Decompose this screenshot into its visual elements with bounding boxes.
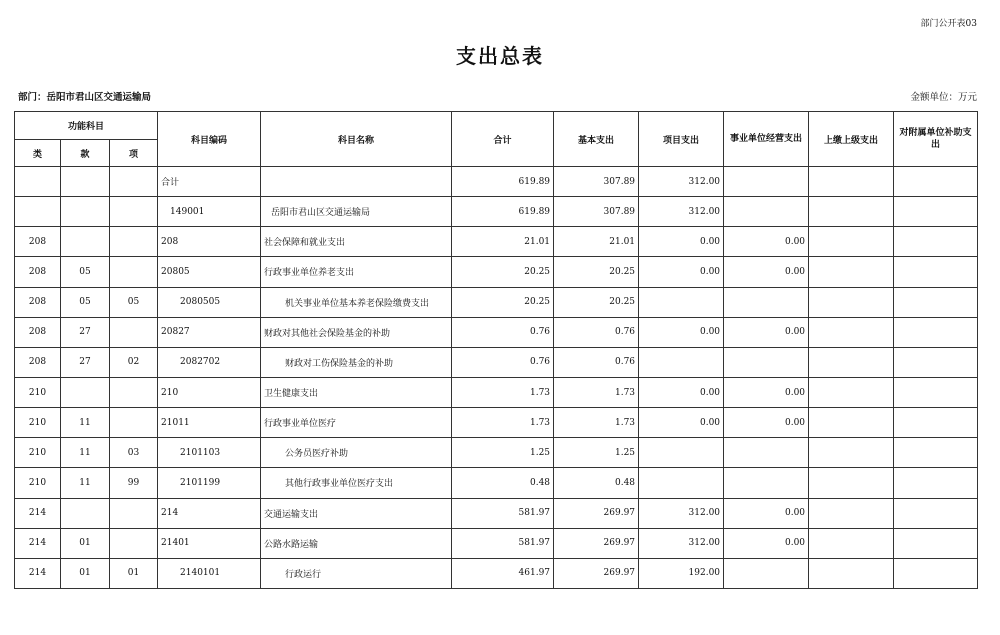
- cell-class: 210: [15, 468, 61, 498]
- cell-item: [110, 227, 158, 257]
- cell-subsidy: [894, 528, 978, 558]
- cell-section: 11: [61, 468, 110, 498]
- cell-subsidy: [894, 408, 978, 438]
- cell-subject-name: 公路水路运输: [261, 528, 452, 558]
- cell-project: 312.00: [639, 197, 724, 227]
- header-subsidy-expenditure: 对附属单位补助支出: [894, 112, 978, 167]
- cell-total: 21.01: [452, 227, 554, 257]
- cell-subsidy: [894, 377, 978, 407]
- header-upper-payment: 上缴上级支出: [809, 112, 894, 167]
- cell-class: 210: [15, 408, 61, 438]
- cell-section: 27: [61, 347, 110, 377]
- cell-basic: 307.89: [554, 167, 639, 197]
- cell-business: [724, 438, 809, 468]
- cell-subject-name: [261, 167, 452, 197]
- cell-subject-name: 行政事业单位养老支出: [261, 257, 452, 287]
- cell-upper: [809, 498, 894, 528]
- cell-upper: [809, 257, 894, 287]
- cell-subject-name: 财政对工伤保险基金的补助: [261, 347, 452, 377]
- cell-class: 208: [15, 257, 61, 287]
- cell-subject-code: 2080505: [158, 287, 261, 317]
- cell-subject-code: 2082702: [158, 347, 261, 377]
- cell-total: 1.73: [452, 408, 554, 438]
- cell-section: [61, 197, 110, 227]
- cell-total: 581.97: [452, 528, 554, 558]
- cell-class: 208: [15, 317, 61, 347]
- cell-subsidy: [894, 498, 978, 528]
- cell-subject-code: 210: [158, 377, 261, 407]
- cell-item: 03: [110, 438, 158, 468]
- cell-business: [724, 347, 809, 377]
- cell-total: 0.76: [452, 347, 554, 377]
- cell-item: 05: [110, 287, 158, 317]
- cell-total: 1.73: [452, 377, 554, 407]
- table-row: [15, 408, 978, 438]
- cell-item: [110, 498, 158, 528]
- cell-class: 210: [15, 377, 61, 407]
- cell-subject-name: 社会保障和就业支出: [261, 227, 452, 257]
- table-row: [15, 167, 978, 197]
- cell-upper: [809, 377, 894, 407]
- cell-subject-code: 20827: [158, 317, 261, 347]
- table-row: [15, 558, 978, 588]
- table-row: [15, 347, 978, 377]
- table-row: [15, 287, 978, 317]
- cell-section: [61, 227, 110, 257]
- cell-class: 208: [15, 287, 61, 317]
- cell-basic: 269.97: [554, 498, 639, 528]
- table-row: [15, 227, 978, 257]
- cell-subject-code: 2140101: [158, 558, 261, 588]
- cell-subject-code: 20805: [158, 257, 261, 287]
- cell-subsidy: [894, 257, 978, 287]
- cell-item: 02: [110, 347, 158, 377]
- cell-item: [110, 408, 158, 438]
- table-row: [15, 257, 978, 287]
- cell-project: 0.00: [639, 408, 724, 438]
- table-row: [15, 197, 978, 227]
- cell-upper: [809, 528, 894, 558]
- table-row: [15, 528, 978, 558]
- table-row: [15, 317, 978, 347]
- expenditure-table: [14, 111, 978, 589]
- cell-item: [110, 257, 158, 287]
- cell-upper: [809, 317, 894, 347]
- cell-class: 210: [15, 438, 61, 468]
- header-total: 合计: [452, 112, 554, 167]
- table-row: [15, 377, 978, 407]
- cell-business: 0.00: [724, 498, 809, 528]
- cell-item: [110, 167, 158, 197]
- cell-subsidy: [894, 558, 978, 588]
- cell-basic: 0.76: [554, 317, 639, 347]
- cell-basic: 269.97: [554, 558, 639, 588]
- cell-upper: [809, 287, 894, 317]
- cell-project: [639, 438, 724, 468]
- cell-item: [110, 317, 158, 347]
- cell-project: 0.00: [639, 257, 724, 287]
- cell-section: 05: [61, 257, 110, 287]
- cell-subject-code: 21401: [158, 528, 261, 558]
- cell-project: [639, 287, 724, 317]
- cell-section: [61, 377, 110, 407]
- header-class: 类: [15, 140, 61, 167]
- cell-class: 214: [15, 528, 61, 558]
- cell-upper: [809, 408, 894, 438]
- cell-basic: 269.97: [554, 528, 639, 558]
- cell-subject-code: 2101103: [158, 438, 261, 468]
- cell-subsidy: [894, 197, 978, 227]
- cell-basic: 307.89: [554, 197, 639, 227]
- cell-project: 192.00: [639, 558, 724, 588]
- page-title: 支出总表: [456, 44, 544, 68]
- cell-subsidy: [894, 287, 978, 317]
- header-section: 款: [61, 140, 110, 167]
- header-business-expenditure: 事业单位经营支出: [724, 112, 809, 167]
- cell-project: [639, 468, 724, 498]
- cell-business: 0.00: [724, 528, 809, 558]
- cell-basic: 0.76: [554, 347, 639, 377]
- cell-basic: 1.73: [554, 377, 639, 407]
- cell-class: 208: [15, 227, 61, 257]
- cell-subject-name: 公务员医疗补助: [261, 438, 452, 468]
- cell-section: 01: [61, 528, 110, 558]
- cell-subsidy: [894, 167, 978, 197]
- cell-subsidy: [894, 317, 978, 347]
- cell-upper: [809, 347, 894, 377]
- cell-total: 619.89: [452, 167, 554, 197]
- cell-section: 27: [61, 317, 110, 347]
- table-row: [15, 498, 978, 528]
- cell-subsidy: [894, 347, 978, 377]
- cell-business: 0.00: [724, 377, 809, 407]
- cell-total: 581.97: [452, 498, 554, 528]
- department-label: 部门：岳阳市君山区交通运输局: [18, 92, 152, 103]
- cell-total: 619.89: [452, 197, 554, 227]
- cell-project: 0.00: [639, 227, 724, 257]
- header-basic-expenditure: 基本支出: [554, 112, 639, 167]
- amount-unit-label: 金额单位：万元: [910, 92, 977, 103]
- cell-class: [15, 197, 61, 227]
- cell-business: [724, 468, 809, 498]
- cell-subject-name: 财政对其他社会保险基金的补助: [261, 317, 452, 347]
- cell-subject-code: 149001: [158, 197, 261, 227]
- cell-subsidy: [894, 468, 978, 498]
- cell-item: [110, 528, 158, 558]
- cell-section: [61, 498, 110, 528]
- cell-item: 01: [110, 558, 158, 588]
- cell-section: 01: [61, 558, 110, 588]
- cell-class: 214: [15, 498, 61, 528]
- table-row: [15, 438, 978, 468]
- cell-section: 11: [61, 438, 110, 468]
- table-row: [15, 468, 978, 498]
- cell-subject-name: 交通运输支出: [261, 498, 452, 528]
- cell-section: [61, 167, 110, 197]
- cell-subsidy: [894, 438, 978, 468]
- cell-section: 11: [61, 408, 110, 438]
- cell-subject-name: 其他行政事业单位医疗支出: [261, 468, 452, 498]
- header-subject-name: 科目名称: [261, 112, 452, 167]
- cell-business: [724, 167, 809, 197]
- cell-basic: 1.73: [554, 408, 639, 438]
- cell-item: 99: [110, 468, 158, 498]
- cell-basic: 20.25: [554, 287, 639, 317]
- header-item: 项: [110, 140, 158, 167]
- cell-business: [724, 197, 809, 227]
- cell-subsidy: [894, 227, 978, 257]
- cell-business: 0.00: [724, 257, 809, 287]
- header-project-expenditure: 项目支出: [639, 112, 724, 167]
- cell-project: 0.00: [639, 317, 724, 347]
- table-body: [15, 167, 978, 589]
- cell-subject-code: 2101199: [158, 468, 261, 498]
- cell-subject-code: 21011: [158, 408, 261, 438]
- cell-upper: [809, 227, 894, 257]
- cell-upper: [809, 438, 894, 468]
- cell-business: 0.00: [724, 408, 809, 438]
- header-functional-category: 功能科目: [15, 112, 158, 140]
- cell-upper: [809, 468, 894, 498]
- cell-subject-name: 机关事业单位基本养老保险缴费支出: [261, 287, 452, 317]
- cell-basic: 20.25: [554, 257, 639, 287]
- cell-total: 0.48: [452, 468, 554, 498]
- cell-item: [110, 377, 158, 407]
- cell-project: 312.00: [639, 528, 724, 558]
- cell-business: 0.00: [724, 317, 809, 347]
- cell-section: 05: [61, 287, 110, 317]
- cell-total: 1.25: [452, 438, 554, 468]
- cell-class: 214: [15, 558, 61, 588]
- cell-business: [724, 558, 809, 588]
- cell-upper: [809, 558, 894, 588]
- cell-basic: 21.01: [554, 227, 639, 257]
- cell-subject-name: 岳阳市君山区交通运输局: [261, 197, 452, 227]
- cell-project: 312.00: [639, 498, 724, 528]
- cell-total: 0.76: [452, 317, 554, 347]
- cell-project: 312.00: [639, 167, 724, 197]
- cell-total: 20.25: [452, 287, 554, 317]
- cell-project: [639, 347, 724, 377]
- cell-total: 20.25: [452, 257, 554, 287]
- cell-basic: 1.25: [554, 438, 639, 468]
- cell-subject-code: 合计: [158, 167, 261, 197]
- header-subject-code: 科目编码: [158, 112, 261, 167]
- cell-business: 0.00: [724, 227, 809, 257]
- cell-upper: [809, 197, 894, 227]
- cell-subject-name: 行政事业单位医疗: [261, 408, 452, 438]
- cell-business: [724, 287, 809, 317]
- cell-total: 461.97: [452, 558, 554, 588]
- cell-upper: [809, 167, 894, 197]
- cell-basic: 0.48: [554, 468, 639, 498]
- cell-project: 0.00: [639, 377, 724, 407]
- cell-subject-name: 行政运行: [261, 558, 452, 588]
- cell-class: [15, 167, 61, 197]
- cell-subject-name: 卫生健康支出: [261, 377, 452, 407]
- form-number: 部门公开表03: [920, 19, 977, 29]
- cell-subject-code: 208: [158, 227, 261, 257]
- cell-item: [110, 197, 158, 227]
- cell-subject-code: 214: [158, 498, 261, 528]
- cell-class: 208: [15, 347, 61, 377]
